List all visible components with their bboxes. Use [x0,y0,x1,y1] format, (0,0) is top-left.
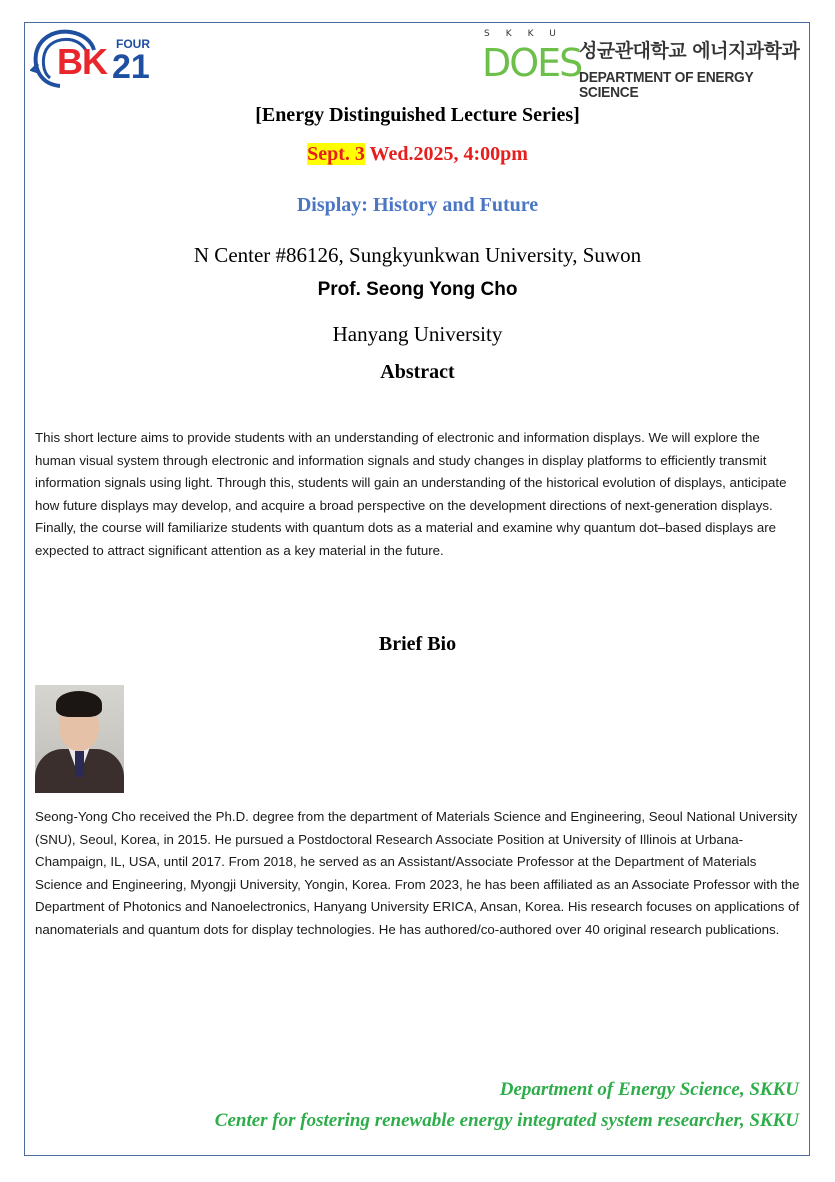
speaker-affiliation: Hanyang University [332,322,503,346]
dept-english-name: DEPARTMENT OF ENERGY SCIENCE [579,69,754,101]
venue: N Center #86126, Sungkyunkwan University, Suwon [193,243,642,267]
bio-text: Seong-Yong Cho received the Ph.D. degree from the department of Materials Science and Engineering, Seoul National University (SNU), Seoul, Korea, in 2015. He pursued a Postdoctoral Research Associate Position at University of Illinois at Urbana-Champaign, IL, USA, until 2017. From 2018, he served as an Assistant/Associate Professor at the Department of Materials Science and Engineering, Myongji University, Yongin, Korea. From 2023, he has been affiliated as an Associate Professor with the Department of Photonics and Nanoelectronics, Hanyang University ERICA, Ansan, Korea. His research focuses on applications of nanomaterials and quantum dots for display technologies. He has authored/co-authored over 40 original research publications. [35,809,800,937]
lecture-date [0,143,835,166]
lecture-series-title: [Energy Distinguished Lecture Series] [255,104,580,126]
date-highlight: Sept. 3 [307,143,365,165]
speaker-photo [35,685,124,793]
date-rest: Wed.2025, 4:00pm [369,143,528,165]
bio-heading: Brief Bio [378,633,457,655]
page-border [24,22,810,1156]
speaker-name: Prof. Seong Yong Cho [317,279,518,300]
bk-number-label: 21 [112,48,150,86]
abstract-heading: Abstract [380,361,455,383]
talk-title: Display: History and Future [296,194,539,216]
dept-korean-name: 성균관대학교 에너지과학과 [579,40,800,62]
skku-letters: SKKU [484,29,572,39]
footer-department: Department of Energy Science, SKKU [499,1079,799,1100]
bk-four-label: FOUR [116,37,150,51]
bk-label: BK [57,41,107,82]
abstract-text: This short lecture aims to provide students with an understanding of electronic and information displays. We will explore the human visual system through electronic and information signals and study changes in display platforms to efficiently transmit information signals using light. Through this, students will gain an understanding of the historical evolution of displays, anticipate how future displays may develop, and acquire a broad perspective on the development directions of next-generation displays. Finally, the course will familiarize students with quantum dots as a material and examine why quantum dot–based displays are expected to attract significant attention as a key material in the future. [35,430,787,558]
does-wordmark: DOES [482,41,582,85]
footer-center: Center for fostering renewable energy integrated system researcher, SKKU [214,1110,799,1131]
